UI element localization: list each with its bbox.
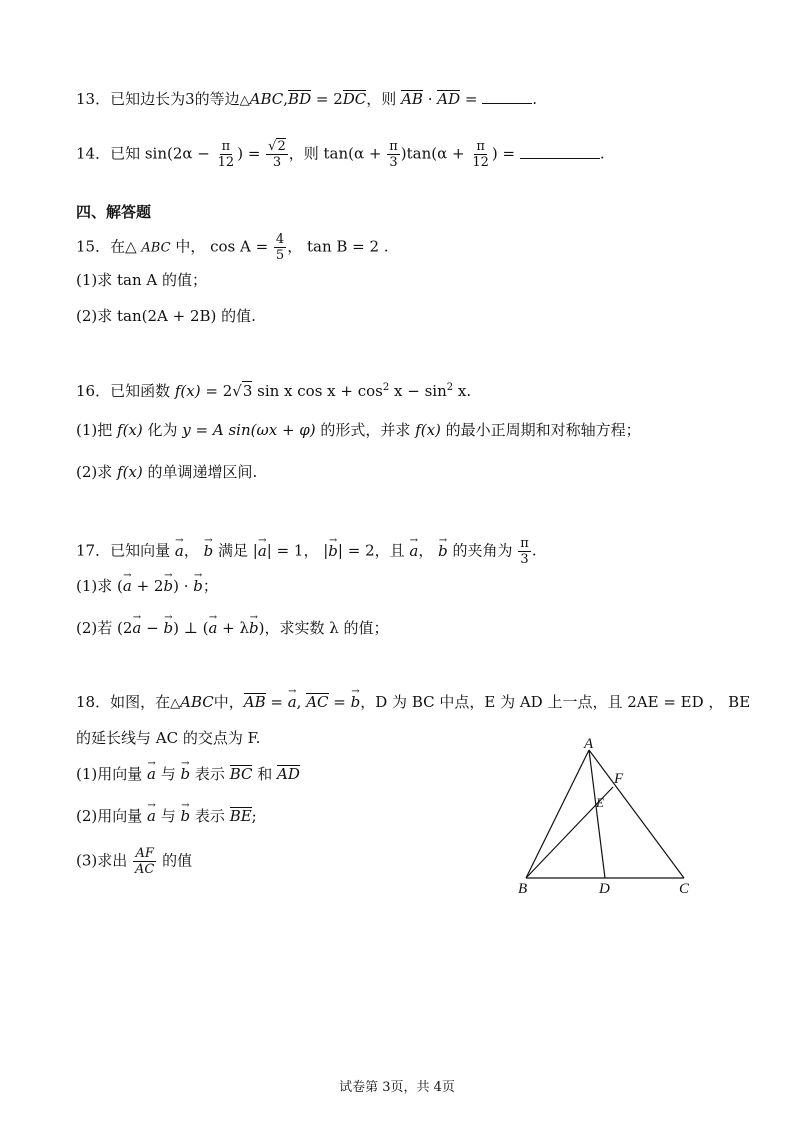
question-18-line-2: 的延长线与 AC 的交点为 F. xyxy=(76,729,261,747)
fraction: $\frac{\pi}{3}$ xyxy=(389,139,398,170)
question-15-part-2: (2)求 tan(2A + 2B) 的值. xyxy=(76,307,256,325)
question-17: 17．已知向量 → a， → b 满足 |→ a| = 1， |→ b| = 2，且 → a， → b 的夹角为 $\frac{\pi}{3}$ . xyxy=(76,536,537,567)
question-14: 14．已知 sin(2α − $\frac{\pi}{12}$ ) = $\frac{√2}{3}$ ，则 tan(α + $\frac{\pi}{3}$ )tan(α + $\frac{\pi}{12}$ ) = . xyxy=(76,139,605,170)
label-c: C xyxy=(679,881,690,897)
label-e: E xyxy=(596,795,604,810)
question-16-part-1: (1)把 f(x) 化为 y = A sin(ωx + φ) 的形式，并求 f(x) 的最小正周期和对称轴方程； xyxy=(76,421,641,439)
answer-blank-13 xyxy=(482,103,532,104)
segment-ac xyxy=(589,750,684,878)
label-b: B xyxy=(518,881,528,897)
label-f: F xyxy=(614,771,624,787)
question-18: 18．如图，在△ABC中，AB = → a, AC = → b，D 为 BC 中点，E 为 AD 上一点，且 2AE = ED ， BE xyxy=(76,692,750,714)
vector-dc: DC xyxy=(342,90,367,108)
question-15: 15．在△ ABC 中， cos A = $\frac{4}{5}$ ， tan B = 2 . xyxy=(76,232,389,263)
question-15-part-1: (1)求 tan A 的值； xyxy=(76,271,208,289)
label-a: A xyxy=(584,738,594,752)
question-16: 16．已知函数 f(x) = 2√3 sin x $\cos x + \cos^2 x - \sin^2 x$. xyxy=(76,382,472,400)
fraction-af-ac: $\frac{AF}{AC}$ xyxy=(135,846,155,877)
vector-bd: BD xyxy=(288,90,312,108)
fraction-root2-over-3: $\frac{√2}{3}$ xyxy=(268,139,286,170)
question-18-part-2: (2)用向量 → a 与 → b 表示 BE; xyxy=(76,806,257,826)
question-13: 13．已知边长为3的等边△ABC,BD = 2DC，则 AB · AD = . xyxy=(76,90,537,108)
fraction: $\frac{\pi}{3}$ xyxy=(520,536,529,567)
question-18-part-3: (3)求出 $\frac{AF}{AC}$ 的值 xyxy=(76,846,193,877)
fraction: $\frac{4}{5}$ xyxy=(275,232,285,263)
question-17-part-1: (1)求 (→ a + 2→ b) · → b； xyxy=(76,576,218,596)
question-17-part-2: (2)若 (2→ a − → b) ⊥ (→ a + λ→ b)，求实数 λ 的值； xyxy=(76,618,389,638)
fraction: $\frac{\pi}{12}$ xyxy=(217,139,235,170)
vector-ad: AD xyxy=(437,90,461,108)
page-footer: 试卷第 3页，共 4页 xyxy=(339,1080,455,1095)
triangle-figure xyxy=(510,738,700,898)
vector-ab: AB xyxy=(401,90,423,108)
segment-ab xyxy=(526,750,589,878)
label-d: D xyxy=(599,881,610,897)
section-heading: 四、解答题 xyxy=(76,203,152,221)
answer-blank-14 xyxy=(520,158,600,159)
question-18-part-1: (1)用向量 → a 与 → b 表示 BC 和 AD xyxy=(76,764,300,784)
fraction: $\frac{\pi}{12}$ xyxy=(472,139,489,170)
question-16-part-2: (2)求 f(x) 的单调递增区间. xyxy=(76,463,258,481)
